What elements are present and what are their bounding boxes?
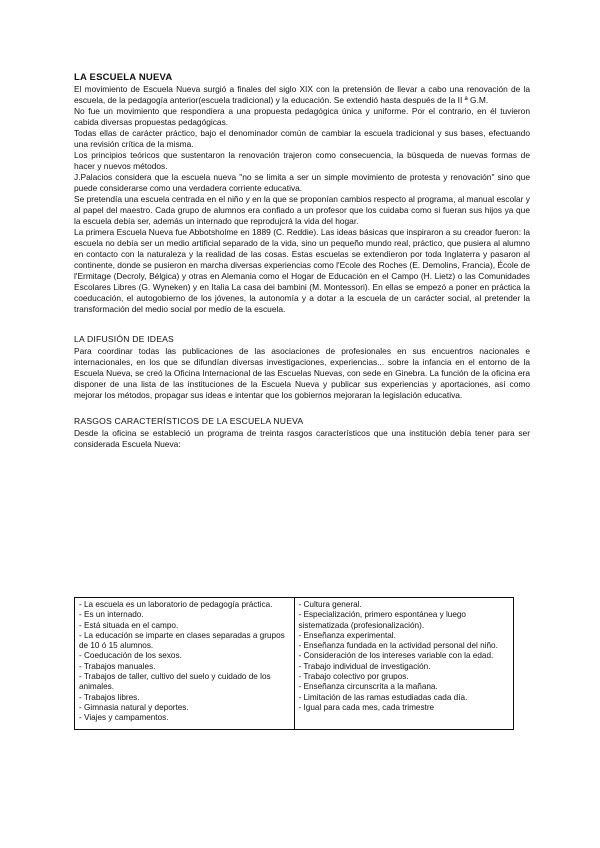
trait-item: - Gimnasia natural y deportes. [79, 702, 189, 712]
trait-item: - Trabajos manuales. [79, 661, 156, 671]
traits-table [74, 597, 514, 730]
trait-item: - Enseñanza circunscrita a la mañana. [298, 682, 438, 692]
intro-paragraph: La primera Escuela Nueva fue Abbotsholme en 1889 (C. Reddie). Las ideas básicas que inspiraron a su creador fueron: la escuela no debía ser un medio artificial separado de la vida, sino un pequeño mundo real, práctico, que pusiera al alumno en contacto con la naturaleza y la realidad de las cosas. Estas escuelas se extendieron por toda Inglaterra y pasaron al continente, donde se pusieron en marcha diversas experiencias como l'Ecole des Roches (E. Demolins, Francia), École de l'Ermitage (Decroly, Bélgica) y otras en Alemania como el Hogar de Educación en el Campo (H. Lietz) o las Comunidades Escolares Libres (G. Wyneken) y en Italia La casa dei bambini (M. Montessori). En ellas se empezó a poner en práctica la coeducación, el autogobierno de los jóvenes, la autonomía y a dotar a la escuela de un carácter social, al pretender la transformación del medio social por medio de la escuela. [74, 227, 530, 314]
intro-paragraph: El movimiento de Escuela Nueva surgió a finales del siglo XIX con la pretensión de llevar a cabo una renovación de la escuela, de la pedagogía anterior(escuela tradicional) y la educación. Se extendió hasta después de la II ª G.M. [74, 84, 530, 105]
difusion-paragraph: Para coordinar todas las publicaciones de las asociaciones de profesionales en sus encuentros nacionales e internacionales, en los que se difundían diversas investigaciones, experiencias... sobre la infancia en el entorno de la Escuela Nueva, se creó la Oficina Internacional de las Escuelas Nuevas, con sede en Ginebra. La función de la oficina era disponer de una lista de las instituciones de la Escuela Nueva y publicar sus experiencias y aportaciones, así como mejorar los métodos, propagar sus ideas e intentar que los gobiernos mejoraran la legislación educativa. [74, 346, 530, 400]
trait-item: - Enseñanza experimental. [298, 630, 396, 640]
trait-item: - Enseñanza fundada en la actividad personal del niño. [298, 641, 498, 651]
document-title: LA ESCUELA NUEVA [74, 72, 173, 83]
trait-item: - Coeducación de los sexos. [79, 651, 182, 661]
trait-item: - La educación se imparte en clases separadas a grupos de 10 ó 15 alumnos. [79, 630, 285, 651]
trait-item: - Trabajo colectivo por grupos. [298, 672, 409, 682]
traits-left-column [75, 598, 295, 730]
trait-item: - Consideración de los intereses variable con la edad. [298, 651, 494, 661]
traits-right-column [294, 598, 514, 730]
trait-item: - Cultura general. [298, 600, 362, 609]
section-heading-difusion: LA DIFUSIÓN DE IDEAS [74, 334, 174, 344]
trait-item: - Especialización, primero espontánea y luego sistematizada (profesionalización). [298, 610, 466, 630]
intro-paragraph: Todas ellas de carácter práctico, bajo el denominador común de cambiar la escuela tradicional y sus bases, efectuando una revisión crítica de la misma. [74, 128, 530, 149]
trait-item: - Está situada en el campo. [79, 620, 179, 630]
trait-item: - Es un internado. [79, 610, 144, 620]
section-heading-rasgos: RASGOS CARACTERÍSTICOS DE LA ESCUELA NUEVA [74, 416, 304, 426]
intro-paragraph: Los principios teóricos que sustentaron la renovación trajeron como consecuencia, la búsqueda de nuevas formas de hacer y nuevos métodos. [74, 150, 530, 171]
trait-item: - Igual para cada mes, cada trimestre [298, 702, 435, 712]
trait-item: - Trabajo individual de investigación. [298, 661, 431, 671]
intro-paragraph: J.Palacios considera que la escuela nueva "no se limita a ser un simple movimiento de protesta y renovación" sino que puede considerarse como una verdadera corriente educativa. [74, 172, 530, 193]
trait-item: - Trabajos de taller, cultivo del suelo y cuidado de los animales. [79, 672, 271, 692]
intro-paragraph: Se pretendía una escuela centrada en el niño y en la que se proponían cambios respecto al programa, al manual escolar y al papel del maestro. Cada grupo de alumnos era confiado a un profesor que los cuidaba como si fueran sus hijos ya que la escuela debía ser, además un internado que reprodujcrá la vida del hogar. [74, 194, 530, 226]
trait-item: - La escuela es un laboratorio de pedagogía práctica. [79, 600, 273, 609]
trait-item: - Trabajos libres. [79, 692, 140, 702]
trait-item: - Viajes y campamentos. [79, 713, 169, 723]
intro-paragraph: No fue un movimiento que respondiera a una propuesta pedagógica única y uniforme. Por el contrario, en él tuvieron cabida diversas propuestas pedagógicas. [74, 106, 530, 127]
rasgos-paragraph: Desde la oficina se estableció un programa de treinta rasgos característicos que una institución debía tener para ser considerada Escuela Nueva: [74, 428, 530, 449]
document-body [74, 72, 530, 450]
trait-item: - Limitación de las ramas estudiadas cada día. [298, 692, 468, 702]
